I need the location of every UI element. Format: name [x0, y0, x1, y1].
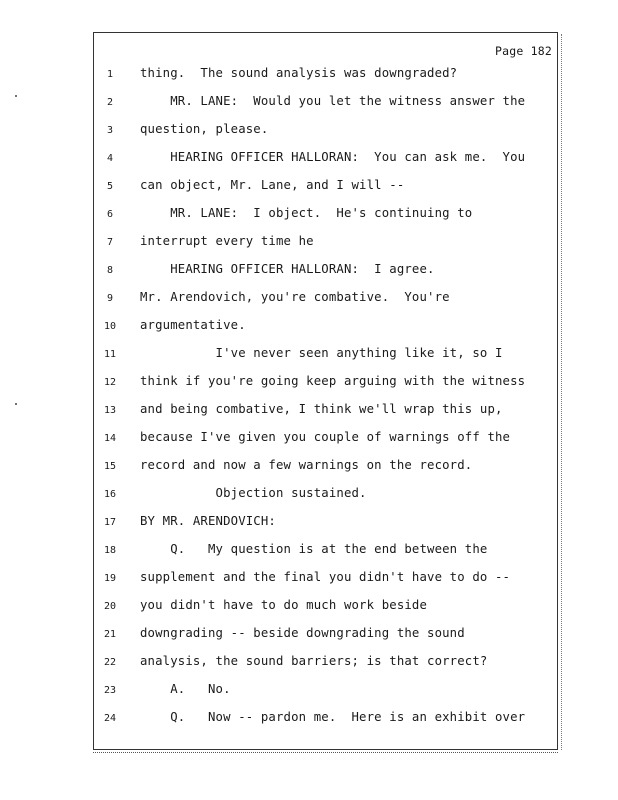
line-number: 24 [103, 713, 117, 724]
line-number: 15 [103, 461, 117, 472]
line-number: 4 [106, 153, 114, 164]
transcript-line: because I've given you couple of warnings off the [140, 430, 511, 444]
transcript-line: you didn't have to do much work beside [140, 598, 428, 612]
transcript-line: supplement and the final you didn't have to do -- [140, 570, 511, 584]
transcript-line: and being combative, I think we'll wrap this up, [140, 402, 503, 416]
transcript-line: A. No. [140, 682, 231, 696]
transcript-line: interrupt every time he [140, 234, 314, 248]
transcript-line: Q. Now -- pardon me. Here is an exhibit over [140, 710, 526, 724]
scan-speck [15, 95, 17, 97]
transcript-line: can object, Mr. Lane, and I will -- [140, 178, 405, 192]
line-number: 8 [106, 265, 114, 276]
transcript-page-frame [93, 32, 558, 750]
line-number: 9 [106, 293, 114, 304]
line-number: 7 [106, 237, 114, 248]
line-number: 14 [103, 433, 117, 444]
line-number: 20 [103, 601, 117, 612]
transcript-line: Mr. Arendovich, you're combative. You're [140, 290, 450, 304]
line-number: 5 [106, 181, 114, 192]
transcript-line: BY MR. ARENDOVICH: [140, 514, 276, 528]
line-number: 11 [103, 349, 117, 360]
line-number: 2 [106, 97, 114, 108]
transcript-line: analysis, the sound barriers; is that correct? [140, 654, 488, 668]
line-number: 6 [106, 209, 114, 220]
line-number: 22 [103, 657, 117, 668]
line-number: 18 [103, 545, 117, 556]
line-number: 1 [106, 69, 114, 80]
transcript-line: Q. My question is at the end between the [140, 542, 488, 556]
transcript-line: HEARING OFFICER HALLORAN: You can ask me. You [140, 150, 526, 164]
line-number: 17 [103, 517, 117, 528]
line-number: 12 [103, 377, 117, 388]
transcript-line: downgrading -- beside downgrading the sound [140, 626, 465, 640]
transcript-line: question, please. [140, 122, 269, 136]
transcript-line: HEARING OFFICER HALLORAN: I agree. [140, 262, 435, 276]
page-number: Page 182 [495, 44, 552, 58]
scan-speck [15, 403, 17, 405]
transcript-line: MR. LANE: I object. He's continuing to [140, 206, 473, 220]
transcript-line: MR. LANE: Would you let the witness answer the [140, 94, 526, 108]
line-number: 21 [103, 629, 117, 640]
line-number: 3 [106, 125, 114, 136]
line-number: 23 [103, 685, 117, 696]
line-number: 19 [103, 573, 117, 584]
transcript-line: I've never seen anything like it, so I [140, 346, 503, 360]
transcript-line: think if you're going keep arguing with the witness [140, 374, 526, 388]
line-number: 16 [103, 489, 117, 500]
transcript-line: argumentative. [140, 318, 246, 332]
line-number: 13 [103, 405, 117, 416]
transcript-line: Objection sustained. [140, 486, 367, 500]
page-edge-scan-noise [561, 34, 564, 750]
page-bottom-scan-noise [93, 752, 558, 756]
transcript-line: thing. The sound analysis was downgraded? [140, 66, 458, 80]
transcript-line: record and now a few warnings on the record. [140, 458, 473, 472]
line-number: 10 [103, 321, 117, 332]
